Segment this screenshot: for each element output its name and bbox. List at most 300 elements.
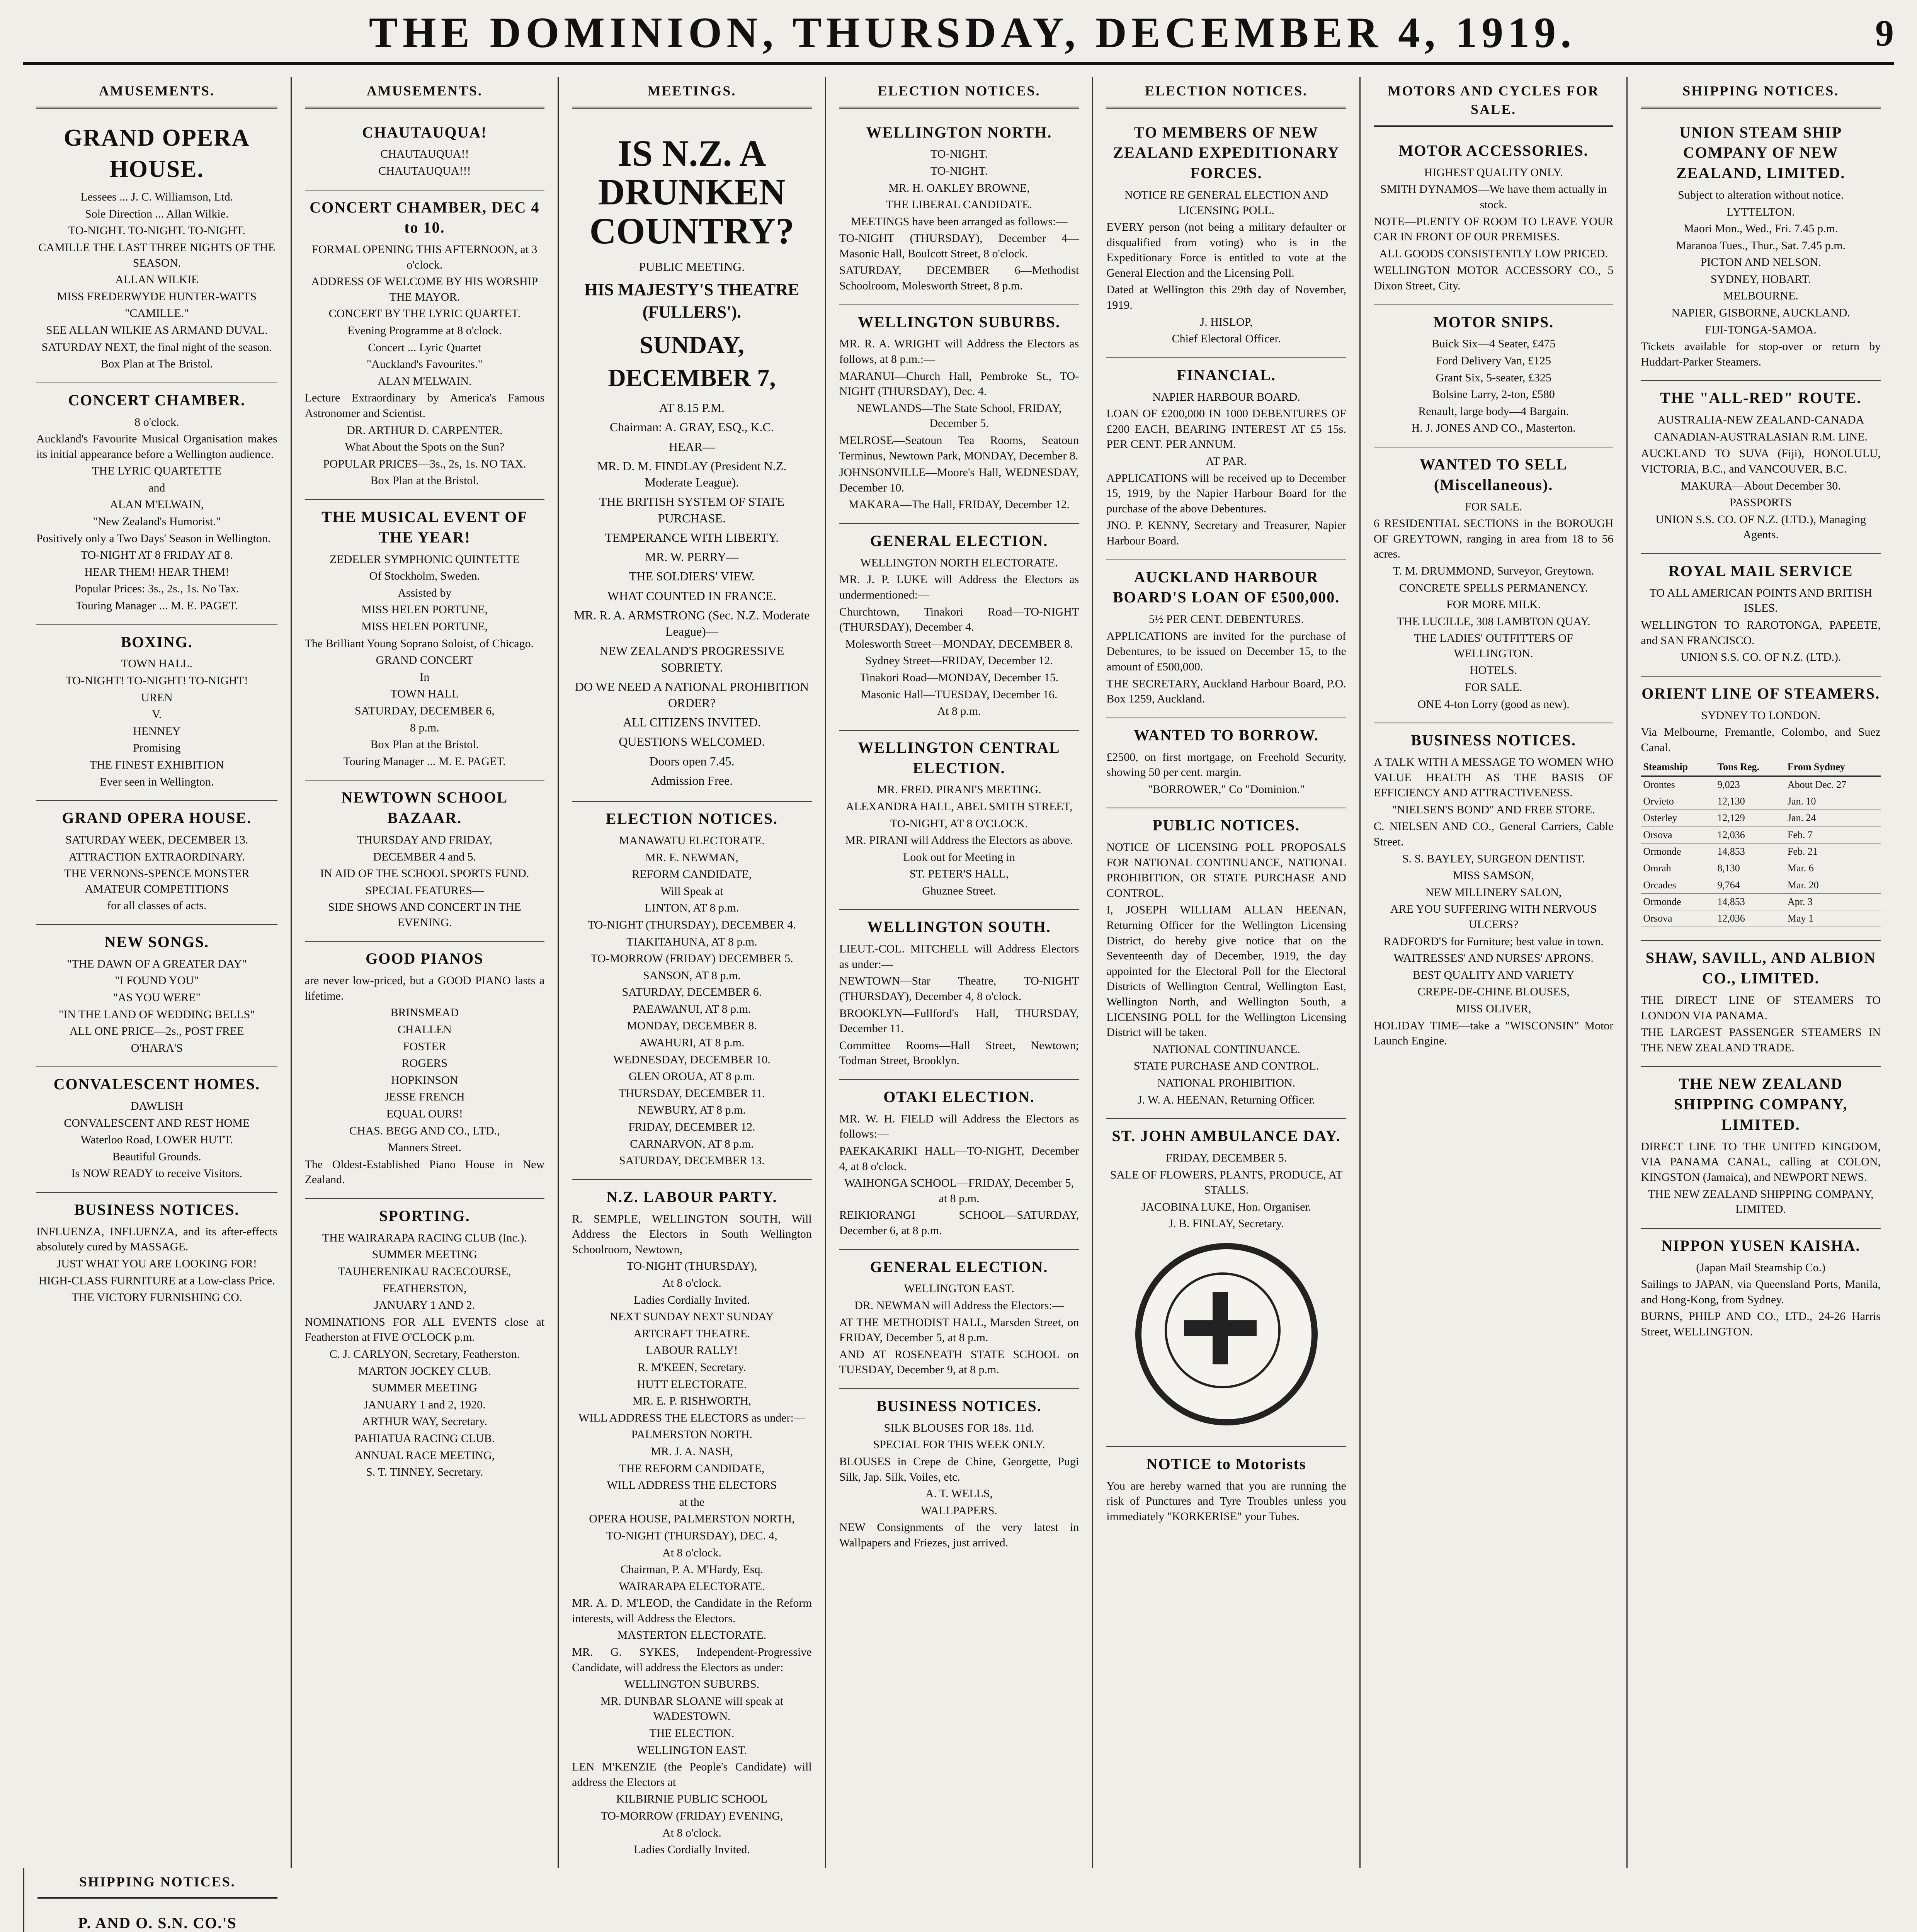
lecture-line: WHAT COUNTED IN FRANCE. xyxy=(607,588,776,603)
ad-text-line: LINTON, AT 8 p.m. xyxy=(645,901,739,915)
table-cell: 9,764 xyxy=(1715,877,1785,893)
ad-text-line: MAKARA—The Hall, FRIDAY, December 12. xyxy=(848,498,1070,511)
ad-text-line: SATURDAY, DECEMBER 6, xyxy=(354,704,495,717)
advertisement xyxy=(839,731,1079,910)
ad-text-line: Is NOW READY to receive Visitors. xyxy=(71,1167,243,1180)
ad-text-line: Dated at Wellington this 29th day of November, 1919. xyxy=(1106,283,1346,312)
ad-text-line: PASSPORTS xyxy=(1730,496,1792,509)
ad-text-line: "NIELSEN'S BOND" AND FREE STORE. xyxy=(1392,803,1595,816)
ad-text-line: Popular Prices: 3s., 2s., 1s. No Tax. xyxy=(74,582,239,595)
ad-text-line: NEW Consignments of the very latest in Wallpapers and Friezes, just arrived. xyxy=(839,1521,1079,1549)
ad-text-line: T. M. DRUMMOND, Surveyor, Greytown. xyxy=(1393,564,1594,577)
ad-text-line: TO-NIGHT AT 8 FRIDAY AT 8. xyxy=(80,549,233,562)
ad-text-line: J. W. A. HEENAN, Returning Officer. xyxy=(1137,1093,1315,1106)
ad-text-line: At 8 o'clock. xyxy=(662,1826,721,1839)
ad-title: MOTOR ACCESSORIES. xyxy=(1398,142,1589,160)
column-heading: ELECTION NOTICES. xyxy=(1106,77,1346,109)
ad-text-line: JOHNSONVILLE—Moore's Hall, WEDNESDAY, December 10. xyxy=(839,466,1079,494)
columns-grid xyxy=(23,77,1894,1932)
ad-text-line: MR. R. A. WRIGHT will Address the Electors as follows, at 8 p.m.:— xyxy=(839,337,1079,366)
ad-text-line: PAEAWANUI, AT 8 p.m. xyxy=(633,1002,751,1015)
ad-text-line: ALLAN WILKIE xyxy=(115,273,199,286)
ad-text-line: HOPKINSON xyxy=(391,1073,458,1087)
ad-text-line: MONDAY, DECEMBER 8. xyxy=(627,1019,757,1032)
ad-text-line: CAMILLE THE LAST THREE NIGHTS OF THE SEASON. xyxy=(38,241,276,269)
ad-text-line: FRIDAY, DECEMBER 5. xyxy=(1165,1151,1287,1164)
advertisement xyxy=(1374,723,1614,1059)
advertisement xyxy=(1641,941,1881,1067)
ad-title: CONVALESCENT HOMES. xyxy=(53,1075,260,1093)
ad-text-line: CHALLEN xyxy=(397,1023,452,1036)
ad-text-line: CONCERT BY THE LYRIC QUARTET. xyxy=(328,307,521,320)
ad-title: UNION STEAM SHIP COMPANY OF NEW ZEALAND, LIMITED. xyxy=(1676,123,1846,182)
table-cell: 12,130 xyxy=(1715,793,1785,810)
fleet-table xyxy=(1641,759,1881,927)
ad-text-line: MISS HELEN PORTUNE, xyxy=(361,620,488,633)
ad-text-line: WAIRARAPA ELECTORATE. xyxy=(619,1580,765,1593)
ad-text-line: THE REFORM CANDIDATE, xyxy=(619,1462,765,1475)
table-row xyxy=(1641,910,1881,927)
ad-text-line: JANUARY 1 AND 2. xyxy=(374,1299,475,1312)
ad-text-line: NOMINATIONS FOR ALL EVENTS close at Featherston at FIVE O'CLOCK p.m. xyxy=(304,1315,545,1344)
ad-text-line: WELLINGTON TO RAROTONGA, PAPEETE, and SAN FRANCISCO. xyxy=(1641,618,1881,647)
ad-text-line: MISS SAMSON, xyxy=(1453,869,1534,882)
table-row xyxy=(1641,827,1881,843)
ad-text-line: "THE DAWN OF A GREATER DAY" xyxy=(67,957,247,970)
ad-text-line: TO-NIGHT, AT 8 O'CLOCK. xyxy=(890,817,1028,830)
ad-title: WELLINGTON CENTRAL ELECTION. xyxy=(858,738,1060,777)
ad-text-line: HUTT ELECTORATE. xyxy=(637,1378,747,1391)
advertisement xyxy=(36,1067,277,1193)
ad-text-line: LOAN OF £200,000 IN 1000 DEBENTURES OF £200 EACH, BEARING INTEREST AT £5 15s. PER CENT. PER ANNUM. xyxy=(1106,407,1346,451)
ad-text-line: UREN xyxy=(141,691,173,704)
advertisement xyxy=(1374,134,1614,305)
advertisement xyxy=(1374,447,1614,723)
ad-text-line: NAPIER, GISBORNE, AUCKLAND. xyxy=(1671,306,1850,320)
ad-text-line: TIAKITAHUNA, AT 8 p.m. xyxy=(626,935,757,948)
ad-text-line: WAITRESSES' AND NURSES' APRONS. xyxy=(1393,952,1594,965)
ad-text-line: 8 p.m. xyxy=(410,721,439,734)
lecture-line: DO WE NEED A NATIONAL PROHIBITION ORDER? xyxy=(575,679,809,710)
ad-text-line: AUSTRALIA-NEW ZEALAND-CANADA xyxy=(1657,413,1864,427)
ad-text-line: are never low-priced, but a GOOD PIANO lasts a lifetime. xyxy=(304,974,545,1002)
ad-text-line: APPLICATIONS are invited for the purchase of Debentures, to be issued on December 15, to the amount of £500,000. xyxy=(1106,629,1346,673)
ad-text-line: SEE ALLAN WILKIE AS ARMAND DUVAL. xyxy=(46,323,268,337)
lecture-time: AT 8.15 P.M. xyxy=(659,401,725,415)
ad-title: WELLINGTON SOUTH. xyxy=(867,918,1051,936)
table-cell: Orontes xyxy=(1641,776,1715,793)
ad-text-line: Manners Street. xyxy=(388,1141,461,1154)
ad-text-line: UNION S.S. CO. OF N.Z. (LTD.). xyxy=(1680,651,1841,664)
ad-text-line: THE VERNONS-SPENCE MONSTER AMATEUR COMPETITIONS xyxy=(64,867,250,895)
ad-text-line: MR. PIRANI will Address the Electors as above. xyxy=(845,834,1073,847)
ad-text-line: AT PAR. xyxy=(1206,455,1247,468)
advertisement xyxy=(1641,381,1881,554)
ad-title: WELLINGTON SUBURBS. xyxy=(857,313,1061,331)
lecture-line: MR. W. PERRY— xyxy=(645,550,739,564)
ad-text-line: CHAUTAUQUA!!! xyxy=(378,164,471,177)
ad-text-line: CREPE-DE-CHINE BLOUSES, xyxy=(1417,985,1570,998)
fleet-header-cell: From Sydney xyxy=(1785,759,1881,776)
advertisement xyxy=(37,1906,277,1932)
table-cell: Omrah xyxy=(1641,860,1715,877)
ad-text-line: APPLICATIONS will be received up to December 15, 1919, by the Napier Harbour Board for the purchase of the above Debentures. xyxy=(1106,471,1346,515)
advertisement xyxy=(305,942,545,1199)
table-row xyxy=(1641,893,1881,910)
table-cell: 12,129 xyxy=(1715,810,1785,827)
ad-text-line: THE LIBERAL CANDIDATE. xyxy=(886,198,1032,211)
column-heading: AMUSEMENTS. xyxy=(36,77,277,109)
ad-text-line: Lessees ... J. C. Williamson, Ltd. xyxy=(80,190,233,204)
ad-text-line: At 8 p.m. xyxy=(937,705,981,718)
ad-title: CONCERT CHAMBER, DEC 4 to 10. xyxy=(310,198,540,236)
ad-text-line: Lecture Extraordinary by America's Famous Astronomer and Scientist. xyxy=(304,391,545,420)
ad-text-line: BROOKLYN—Fullford's Hall, THURSDAY, December 11. xyxy=(839,1007,1079,1035)
ad-text-line: ALEXANDRA HALL, ABEL SMITH STREET, xyxy=(845,800,1073,813)
ad-text-line: The Brilliant Young Soprano Soloist, of Chicago. xyxy=(304,637,534,650)
ad-text-line: SALE OF FLOWERS, PLANTS, PRODUCE, AT STALLS. xyxy=(1110,1168,1343,1197)
ad-text-line: "I FOUND YOU" xyxy=(115,974,199,987)
ad-text-line: NOTE—PLENTY OF ROOM TO LEAVE YOUR CAR IN FRONT OF OUR PREMISES. xyxy=(1373,215,1614,243)
ad-text-line: FOSTER xyxy=(403,1040,446,1053)
ad-text-line: Maori Mon., Wed., Fri. 7.45 p.m. xyxy=(1683,222,1838,235)
ad-text-line: Ever seen in Wellington. xyxy=(100,775,214,788)
advertisement xyxy=(572,1180,812,1868)
ad-text-line: Molesworth Street—MONDAY, DECEMBER 8. xyxy=(845,637,1073,650)
ad-text-line: FOR SALE. xyxy=(1465,681,1522,694)
table-row xyxy=(1641,843,1881,860)
ad-text-line: MR. G. SYKES, Independent-Progressive Candidate, will address the Electors as under: xyxy=(572,1646,812,1674)
ad-text-line: THE LARGEST PASSENGER STEAMERS IN THE NEW ZEALAND TRADE. xyxy=(1641,1026,1881,1054)
ad-text-line: MELROSE—Seatoun Tea Rooms, Seatoun Terminus, Newtown Park, MONDAY, December 8. xyxy=(839,434,1079,462)
column-1 xyxy=(23,77,291,1868)
ad-text-line: WELLINGTON NORTH ELECTORATE. xyxy=(860,556,1058,569)
ad-text-line: DR. ARTHUR D. CARPENTER. xyxy=(347,423,503,437)
ad-title: WANTED TO BORROW. xyxy=(1134,726,1319,744)
ad-text-line: TO-MORROW (FRIDAY) DECEMBER 5. xyxy=(590,952,793,965)
advertisement xyxy=(839,1389,1079,1561)
table-cell: Feb. 7 xyxy=(1785,827,1881,843)
lecture-line: TEMPERANCE WITH LIBERTY. xyxy=(605,530,779,544)
ad-text-line: SANSON, AT 8 p.m. xyxy=(643,969,741,982)
advertisement xyxy=(572,802,812,1180)
ad-text-line: ALL GOODS CONSISTENTLY LOW PRICED. xyxy=(1379,247,1608,260)
ad-text-line: REFORM CANDIDATE, xyxy=(632,868,752,881)
ad-title: ST. JOHN AMBULANCE DAY. xyxy=(1112,1127,1341,1145)
ad-text-line: SATURDAY WEEK, DECEMBER 13. xyxy=(65,833,248,846)
ad-text-line: TO-NIGHT. TO-NIGHT. TO-NIGHT. xyxy=(68,224,245,237)
ad-text-line: Buick Six—4 Seater, £475 xyxy=(1431,337,1556,350)
ad-text-line: POPULAR PRICES—3s., 2s, 1s. NO TAX. xyxy=(323,457,526,470)
ad-text-line: SPECIAL FOR THIS WEEK ONLY. xyxy=(873,1438,1045,1451)
lecture-date: SUNDAY, DECEMBER 7, xyxy=(608,331,776,391)
ad-text-line: ST. PETER'S HALL, xyxy=(909,867,1009,881)
ad-text-line: GRAND CONCERT xyxy=(376,654,474,667)
ad-text-line: FOR SALE. xyxy=(1465,500,1522,513)
ad-text-line: ARTCRAFT THEATRE. xyxy=(633,1327,750,1340)
advertisement xyxy=(305,781,545,942)
ad-title: AUCKLAND HARBOUR BOARD'S LOAN OF £500,000. xyxy=(1112,568,1340,606)
ad-text-line: MR. E. P. RISHWORTH, xyxy=(632,1395,752,1408)
ad-title: CHAUTAUQUA! xyxy=(362,123,487,141)
ad-title: BUSINESS NOTICES. xyxy=(876,1397,1042,1415)
ad-text-line: THE LYRIC QUARTETTE xyxy=(92,464,222,478)
ad-text-line: ALAN M'ELWAIN, xyxy=(110,498,204,511)
ad-title: ROYAL MAIL SERVICE xyxy=(1668,562,1853,580)
ad-text-line: TO-NIGHT! TO-NIGHT! TO-NIGHT! xyxy=(65,674,248,687)
ad-text-line: The Oldest-Established Piano House in New Zealand. xyxy=(304,1158,545,1186)
ad-text-line: REIKIORANGI SCHOOL—SATURDAY, December 6, at 8 p.m. xyxy=(839,1209,1079,1237)
advertisement xyxy=(839,910,1079,1080)
ad-title: ELECTION NOTICES. xyxy=(606,810,778,828)
ad-text-line: Assisted by xyxy=(398,586,452,599)
advertisement xyxy=(1106,1119,1346,1447)
ad-text-line: SYDNEY, HOBART. xyxy=(1710,272,1811,286)
ad-title: THE "ALL-RED" ROUTE. xyxy=(1660,389,1862,407)
ad-text-line: NAPIER HARBOUR BOARD. xyxy=(1152,390,1300,403)
ad-text-line: MISS FREDERWYDE HUNTER-WATTS xyxy=(57,290,257,303)
ad-text-line: PICTON AND NELSON. xyxy=(1700,256,1821,269)
ad-text-line: BURNS, PHILP AND CO., LTD., 24-26 Harris Street, WELLINGTON. xyxy=(1641,1310,1881,1338)
ad-text-line: for all classes of acts. xyxy=(107,899,207,912)
lecture-line: Doors open 7.45. xyxy=(649,754,735,768)
ad-title: BOXING. xyxy=(121,633,193,651)
ad-text-line: DR. NEWMAN will Address the Electors:— xyxy=(854,1299,1064,1312)
fleet-header-row xyxy=(1641,759,1881,776)
ad-text-line: AWAHURI, AT 8 p.m. xyxy=(639,1036,745,1049)
ad-text-line: CONVALESCENT AND REST HOME xyxy=(64,1116,250,1129)
public-meeting-ad xyxy=(572,116,812,802)
ad-title: CONCERT CHAMBER. xyxy=(68,391,246,409)
ad-text-line: NEW MILLINERY SALON, xyxy=(1425,886,1562,899)
ad-text-line: CANADIAN-AUSTRALASIAN R.M. LINE. xyxy=(1654,430,1868,443)
column-2 xyxy=(291,77,558,1868)
advertisement xyxy=(1106,808,1346,1119)
ad-text-line: HENNEY xyxy=(133,724,181,738)
ad-text-line: Box Plan at the Bristol. xyxy=(370,474,479,487)
ad-text-line: HOTELS. xyxy=(1470,664,1517,677)
advertisement xyxy=(1374,305,1614,447)
ad-text-line: Auckland's Favourite Musical Organisation makes its initial appearance before a Wellington audience. xyxy=(36,432,277,461)
ad-text-line: MISS OLIVER, xyxy=(1456,1002,1531,1015)
ad-title: MOTOR SNIPS. xyxy=(1433,313,1554,331)
ad-text-line: Via Melbourne, Fremantle, Colombo, and Suez Canal. xyxy=(1641,726,1881,754)
column-3 xyxy=(558,77,825,1868)
ad-title: FINANCIAL. xyxy=(1177,366,1276,384)
ad-text-line: "CAMILLE." xyxy=(125,307,189,320)
ad-title: GENERAL ELECTION. xyxy=(870,1258,1048,1276)
table-cell: May 1 xyxy=(1785,910,1881,927)
ad-text-line: TO-NIGHT. xyxy=(930,148,988,161)
ad-text-line: V. xyxy=(152,708,162,721)
ad-text-line: Look out for Meeting in xyxy=(903,850,1015,864)
ad-text-line: Sole Direction ... Allan Wilkie. xyxy=(85,207,229,220)
table-cell: 8,130 xyxy=(1715,860,1785,877)
ad-text-line: Concert ... Lyric Quartet xyxy=(368,341,481,354)
ad-title: GRAND OPERA HOUSE. xyxy=(63,124,250,183)
column-8 xyxy=(23,1868,291,1932)
ad-text-line: THURSDAY, DECEMBER 11. xyxy=(618,1087,765,1100)
ad-text-line: CHAS. BEGG AND CO., LTD., xyxy=(349,1124,500,1137)
table-cell: Orsova xyxy=(1641,827,1715,843)
ad-text-line: 8 o'clock. xyxy=(134,415,179,429)
ad-text-line: NEWBURY, AT 8 p.m. xyxy=(638,1104,746,1117)
ad-text-line: BEST QUALITY AND VARIETY xyxy=(1413,968,1575,981)
ad-text-line: A TALK WITH A MESSAGE TO WOMEN WHO VALUE HEALTH AS THE BASIS OF EFFICIENCY AND ATTRACTIVENESS. xyxy=(1373,756,1614,799)
table-cell: Orsova xyxy=(1641,910,1715,927)
ad-text-line: HOLIDAY TIME—take a "WISCONSIN" Motor Launch Engine. xyxy=(1373,1019,1614,1048)
column-heading: AMUSEMENTS. xyxy=(305,77,545,109)
ad-text-line: FIJI-TONGA-SAMOA. xyxy=(1705,323,1817,336)
ad-text-line: £2500, on first mortgage, on Freehold Security, showing 50 per cent. margin. xyxy=(1106,750,1346,779)
ad-text-line: HIGH-CLASS FURNITURE at a Low-class Price. xyxy=(38,1274,275,1287)
ad-text-line: and xyxy=(148,481,165,494)
lecture-line: HEAR— xyxy=(668,439,715,454)
ad-text-line: CARNARVON, AT 8 p.m. xyxy=(630,1137,754,1150)
ad-text-line: A. T. WELLS, xyxy=(925,1487,993,1500)
ad-text-line: Bolsine Larry, 2-ton, £580 xyxy=(1432,388,1555,401)
ad-text-line: UNION S.S. CO. OF N.Z. (LTD.), Managing Agents. xyxy=(1655,513,1866,541)
table-cell: 12,036 xyxy=(1715,910,1785,927)
ad-text-line: AT THE METHODIST HALL, Marsden Street, on FRIDAY, December 5, at 8 p.m. xyxy=(839,1316,1079,1344)
ad-text-line: MANAWATU ELECTORATE. xyxy=(619,834,765,847)
advertisement xyxy=(1106,718,1346,809)
advertisement xyxy=(839,1250,1079,1389)
advertisement xyxy=(1641,554,1881,677)
ad-text-line: TO-NIGHT (THURSDAY), DECEMBER 4. xyxy=(588,918,796,931)
table-row xyxy=(1641,860,1881,877)
ad-text-line: HIGHEST QUALITY ONLY. xyxy=(1424,166,1563,179)
ad-text-line: FRIDAY, DECEMBER 12. xyxy=(628,1121,755,1134)
ad-text-line: What About the Spots on the Sun? xyxy=(345,440,505,454)
ad-text-line: MASTERTON ELECTORATE. xyxy=(617,1629,767,1642)
ad-text-line: WILL ADDRESS THE ELECTORS as under:— xyxy=(578,1411,805,1424)
advertisement xyxy=(1641,1067,1881,1228)
ad-text-line: MR. J. P. LUKE will Address the Electors as undermentioned:— xyxy=(839,573,1079,601)
ad-text-line: WEDNESDAY, DECEMBER 10. xyxy=(613,1053,771,1066)
ad-text-line: EQUAL OURS! xyxy=(386,1107,463,1121)
advertisement xyxy=(839,305,1079,524)
advertisement xyxy=(1641,1229,1881,1350)
emblem-cross-post xyxy=(1213,1292,1228,1364)
ad-text-line: Touring Manager ... M. E. PAGET. xyxy=(343,755,506,768)
ad-text-line: HEAR THEM! HEAR THEM! xyxy=(84,565,230,578)
ad-text-line: JESSE FRENCH xyxy=(384,1090,465,1104)
ad-text-line: "IN THE LAND OF WEDDING BELLS" xyxy=(59,1008,255,1021)
ad-text-line: FOR MORE MILK. xyxy=(1446,598,1541,611)
ad-text-line: SATURDAY, DECEMBER 6—Methodist Schoolroom, Molesworth Street, 8 p.m. xyxy=(839,264,1079,293)
fleet-header-cell: Tons Reg. xyxy=(1715,759,1785,776)
ad-text-line: JNO. P. KENNY, Secretary and Treasurer, Napier Harbour Board. xyxy=(1106,519,1346,547)
ad-text-line: Sydney Street—FRIDAY, December 12. xyxy=(865,654,1053,667)
table-cell: Jan. 24 xyxy=(1785,810,1881,827)
ad-text-line: THE DIRECT LINE OF STEAMERS TO LONDON VIA PANAMA. xyxy=(1641,994,1881,1022)
lecture-sub: PUBLIC MEETING. xyxy=(639,259,745,274)
ad-title: NEW SONGS. xyxy=(104,933,209,951)
ad-text-line: TAUHERENIKAU RACECOURSE, xyxy=(338,1265,511,1278)
ad-text-line: THE LUCILLE, 308 LAMBTON QUAY. xyxy=(1397,615,1590,628)
ad-text-line: FORMAL OPENING THIS AFTERNOON, at 3 o'clock. xyxy=(312,243,538,271)
table-row xyxy=(1641,810,1881,827)
ad-text-line: MEETINGS have been arranged as follows:— xyxy=(850,215,1068,228)
lecture-headline: IS N.Z. A DRUNKEN COUNTRY? xyxy=(589,132,794,252)
ad-text-line: SIDE SHOWS AND CONCERT IN THE EVENING. xyxy=(328,901,521,929)
ad-text-line: FEATHERSTON, xyxy=(383,1282,467,1295)
ad-text-line: CHAUTAUQUA!! xyxy=(380,148,469,161)
ad-text-line: CONCRETE SPELLS PERMANENCY. xyxy=(1399,581,1588,594)
ad-text-line: PAEKAKARIKI HALL—TO-NIGHT, December 4, at 8 o'clock. xyxy=(839,1145,1079,1173)
ad-text-line: J. B. FINLAY, Secretary. xyxy=(1169,1217,1284,1230)
ad-text-line: TOWN HALL xyxy=(390,687,459,701)
ad-text-line: PAHIATUA RACING CLUB. xyxy=(354,1432,495,1445)
ad-text-line: BLOUSES in Crepe de Chine, Georgette, Pugi Silk, Jap. Silk, Voiles, etc. xyxy=(839,1455,1079,1483)
ad-text-line: ARTHUR WAY, Secretary. xyxy=(362,1415,487,1428)
ad-text-line: Chairman, P. A. M'Hardy, Esq. xyxy=(620,1563,764,1576)
ad-text-line: DIRECT LINE TO THE UNITED KINGDOM, VIA PANAMA CANAL, calling at COLON, KINGSTON (Jamaica), and NEWPORT NEWS. xyxy=(1641,1140,1881,1184)
table-cell: Osterley xyxy=(1641,810,1715,827)
ad-text-line: NEXT SUNDAY NEXT SUNDAY xyxy=(610,1310,774,1323)
ad-text-line: WELLINGTON SUBURBS. xyxy=(624,1678,760,1691)
ad-text-line: GLEN OROUA, AT 8 p.m. xyxy=(628,1070,755,1083)
ad-text-line: R. SEMPLE, WELLINGTON SOUTH, Will Address the Electors in South Wellington Schoolroom, Newtown, xyxy=(572,1212,812,1256)
ad-text-line: SUMMER MEETING xyxy=(372,1381,478,1395)
ad-text-line: DECEMBER 4 and 5. xyxy=(373,850,476,863)
ad-text-line: MELBOURNE. xyxy=(1723,289,1798,303)
advertisement xyxy=(305,190,545,500)
ad-text-line: C. J. CARLYON, Secretary, Featherston. xyxy=(329,1347,520,1361)
ad-text-line: Chief Electoral Officer. xyxy=(1172,332,1281,345)
table-cell: Feb. 21 xyxy=(1785,843,1881,860)
ad-title: N.Z. LABOUR PARTY. xyxy=(606,1188,777,1206)
ad-text-line: AUCKLAND TO SUVA (Fiji), HONOLULU, VICTORIA, B.C., and VANCOUVER, B.C. xyxy=(1641,447,1881,476)
advertisement xyxy=(305,1199,545,1491)
lecture-line: THE BRITISH SYSTEM OF STATE PURCHASE. xyxy=(599,495,785,525)
ad-text-line: DAWLISH xyxy=(130,1100,183,1113)
lecture-line: THE SOLDIERS' VIEW. xyxy=(629,569,755,583)
table-cell: 12,036 xyxy=(1715,827,1785,843)
ad-text-line: Ladies Cordially Invited. xyxy=(634,1293,750,1306)
lecture-line: ALL CITIZENS INVITED. xyxy=(623,715,761,730)
ad-text-line: SYDNEY TO LONDON. xyxy=(1701,709,1821,722)
ad-text-line: TOWN HALL. xyxy=(121,657,192,670)
ad-text-line: Masonic Hall—TUESDAY, December 16. xyxy=(861,688,1058,701)
ad-text-line: SILK BLOUSES FOR 18s. 11d. xyxy=(884,1421,1034,1434)
ad-text-line: MAKURA—About December 30. xyxy=(1681,479,1841,492)
ad-text-line: LIEUT.-COL. MITCHELL will Address Electors as under:— xyxy=(839,942,1079,971)
ad-text-line: Box Plan at The Bristol. xyxy=(100,357,213,371)
ad-text-line: "Auckland's Favourites." xyxy=(366,358,483,371)
ad-text-line: NOTICE OF LICENSING POLL PROPOSALS FOR NATIONAL CONTINUANCE, NATIONAL PROHIBITION, OR STATE PURCHASE AND CONTROL. xyxy=(1106,841,1346,900)
ad-text-line: at the xyxy=(679,1495,705,1509)
lecture-chairman: Chairman: A. GRAY, ESQ., K.C. xyxy=(609,420,774,434)
ad-text-line: TO-NIGHT (THURSDAY), December 4—Masonic Hall, Boulcott Street, 8 o'clock. xyxy=(839,232,1079,260)
ad-text-line: ALAN M'ELWAIN. xyxy=(378,374,472,388)
masthead xyxy=(23,4,1894,65)
ad-text-line: NOTICE RE GENERAL ELECTION AND LICENSING POLL. xyxy=(1124,188,1328,217)
ad-text-line: THE FINEST EXHIBITION xyxy=(89,758,224,771)
ad-text-line: KILBIRNIE PUBLIC SCHOOL xyxy=(616,1793,768,1806)
ad-text-line: MR. J. A. NASH, xyxy=(651,1445,733,1458)
ad-text-line: "BORROWER," Co "Dominion." xyxy=(1148,782,1305,796)
table-cell: Mar. 20 xyxy=(1785,877,1881,893)
advertisement xyxy=(1106,116,1346,358)
ad-title: NIPPON YUSEN KAISHA. xyxy=(1661,1236,1861,1254)
ad-text-line: 5½ PER CENT. DEBENTURES. xyxy=(1149,613,1304,626)
ad-text-line: THE ELECTION. xyxy=(649,1727,735,1740)
ad-text-line: NATIONAL CONTINUANCE. xyxy=(1152,1043,1300,1056)
table-row xyxy=(1641,776,1881,793)
ad-text-line: Churchtown, Tinakori Road—TO-NIGHT (THURSDAY), December 4. xyxy=(839,605,1079,634)
